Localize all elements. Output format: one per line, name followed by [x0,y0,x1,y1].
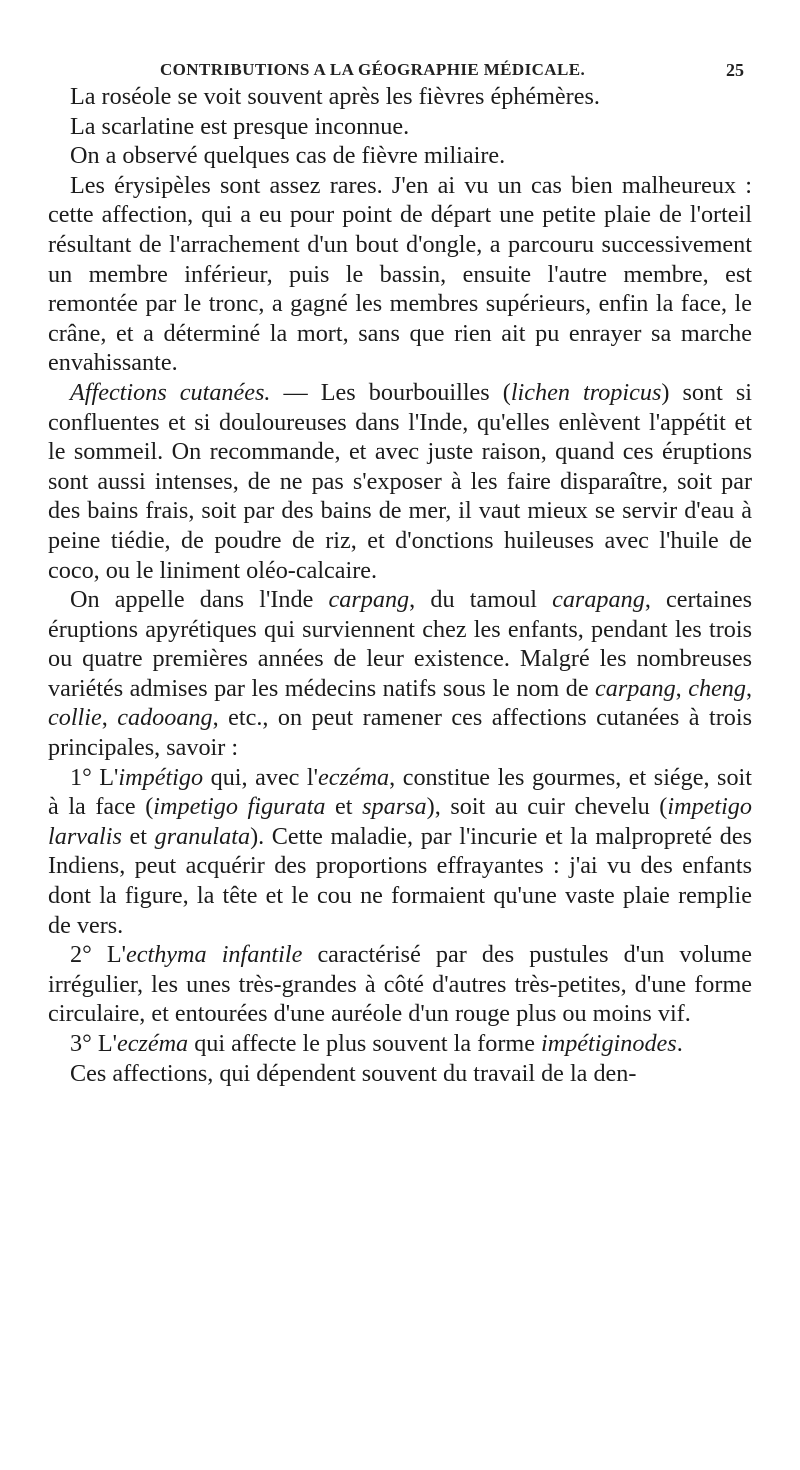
body-text [48,82,752,1088]
text-run: qui affecte le plus souvent la forme [188,1030,541,1057]
paragraph [48,171,752,378]
italic-text: ecthyma infantile [126,941,303,969]
italic-text: impetigo larvalis [48,793,752,850]
text-run: On appelle dans l'Inde [70,586,329,614]
paragraph [48,141,752,171]
text-run: 3° L' [70,1030,117,1057]
text-run: , [745,674,753,702]
italic-text: carapang [552,586,645,614]
text-run: ) sont si confluentes et si douloureuses dans l'Inde, qu'elles enlèvent l'appétit et le sommeil. On recommande, et avec juste raison, quand ces éruptions sont aussi intenses, de ne pas s'exposer à les faire disparaître, soit par des bains frais, soit par des bains de mer, il vaut mieux se servir d'eau à peine tiédie, de poudre de riz, et d'onctions huileuses avec l'huile de coco, ou le liniment oléo-calcaire. [48,378,752,584]
italic-text: eczéma [116,1030,189,1057]
italic-text: impetigo figurata [153,793,326,821]
italic-text: impétiginodes [541,1030,677,1057]
italic-text: impétigo [118,763,204,791]
text-run: On a observé quelques cas de fièvre miliaire. [70,142,506,170]
italic-text: Affections cutanées. [70,378,271,406]
text-run: 2° L' [70,941,127,969]
italic-text: sparsa [362,793,427,821]
text-run: et [121,822,155,850]
text-run: Les érysipèles sont assez rares. J'en ai vu un cas bien malheureux : cette affection, qui a eu pour point de départ une petite plaie de l'orteil résultant de l'arrachement d'un bout d'ongle, a parcouru successivement un membre inférieur, puis le bassin, ensuite l'autre membre, est remontée par le tronc, a gagné les membres supérieurs, enfin la face, le crâne, et a déterminé la mort, sans que rien ait pu enrayer sa marche envahissante. [48,171,752,377]
italic-text: carpang [328,586,410,614]
text-run: . [676,1030,683,1057]
paragraph [48,82,752,112]
text-run: , certaines éruptions apyrétiques qui surviennent chez les enfants, pendant les trois ou quatre premières années de leur existence. Malgré les nombreuses variétés admises par les médecins natifs sous le nom de [48,586,752,702]
italic-text: carpang [595,674,676,702]
italic-text: granulata [154,822,251,850]
text-run: , [675,674,689,702]
paragraph [48,112,752,142]
text-run: , constitue les gourmes, et siége, soit à la face ( [48,763,752,821]
paragraph [48,585,752,763]
paragraph [48,940,752,1029]
page [48,52,752,1088]
text-run: , [101,704,118,732]
italic-text: collie [48,704,102,732]
paragraph [48,1059,752,1089]
paragraph [48,1029,752,1059]
paragraph [48,763,752,941]
text-run: La scarlatine est presque inconnue. [70,112,410,140]
italic-text: cheng [688,674,746,702]
text-run: — Les bourbouilles ( [270,378,511,406]
text-run: Ces affections, qui dépendent souvent du travail de la den- [70,1059,637,1087]
text-run: caractérisé par des pustules d'un volume irrégulier, les unes très-grandes à côté d'autres très-petites, d'une forme circulaire, et entourées d'une auréole d'un rouge plus ou moins vif. [48,941,752,1028]
text-run: qui, avec l' [203,763,318,791]
italic-text: cadooang [117,704,213,732]
text-run: 1° L' [70,763,119,791]
text-run: , du tamoul [409,586,553,614]
text-run: ). Cette maladie, par l'incurie et la malpropreté des Indiens, peut acquérir des proportions effrayantes : j'ai vu des enfants dont la figure, la tête et le cou ne formaient qu'une vaste plaie remplie de vers. [48,822,752,939]
running-header [48,52,752,82]
text-run: et [325,793,363,821]
paragraph [48,378,752,585]
text-run: La roséole se voit souvent après les fièvres éphémères. [70,83,600,110]
running-title: CONTRIBUTIONS A LA GÉOGRAPHIE MÉDICALE. [160,60,586,79]
italic-text: eczéma [317,763,390,791]
page-number: 25 [726,60,744,80]
text-run: ), soit au cuir chevelu ( [426,793,668,821]
italic-text: lichen tropicus [510,378,662,406]
text-run: , etc., on peut ramener ces affections cutanées à trois principales, savoir : [48,704,752,762]
